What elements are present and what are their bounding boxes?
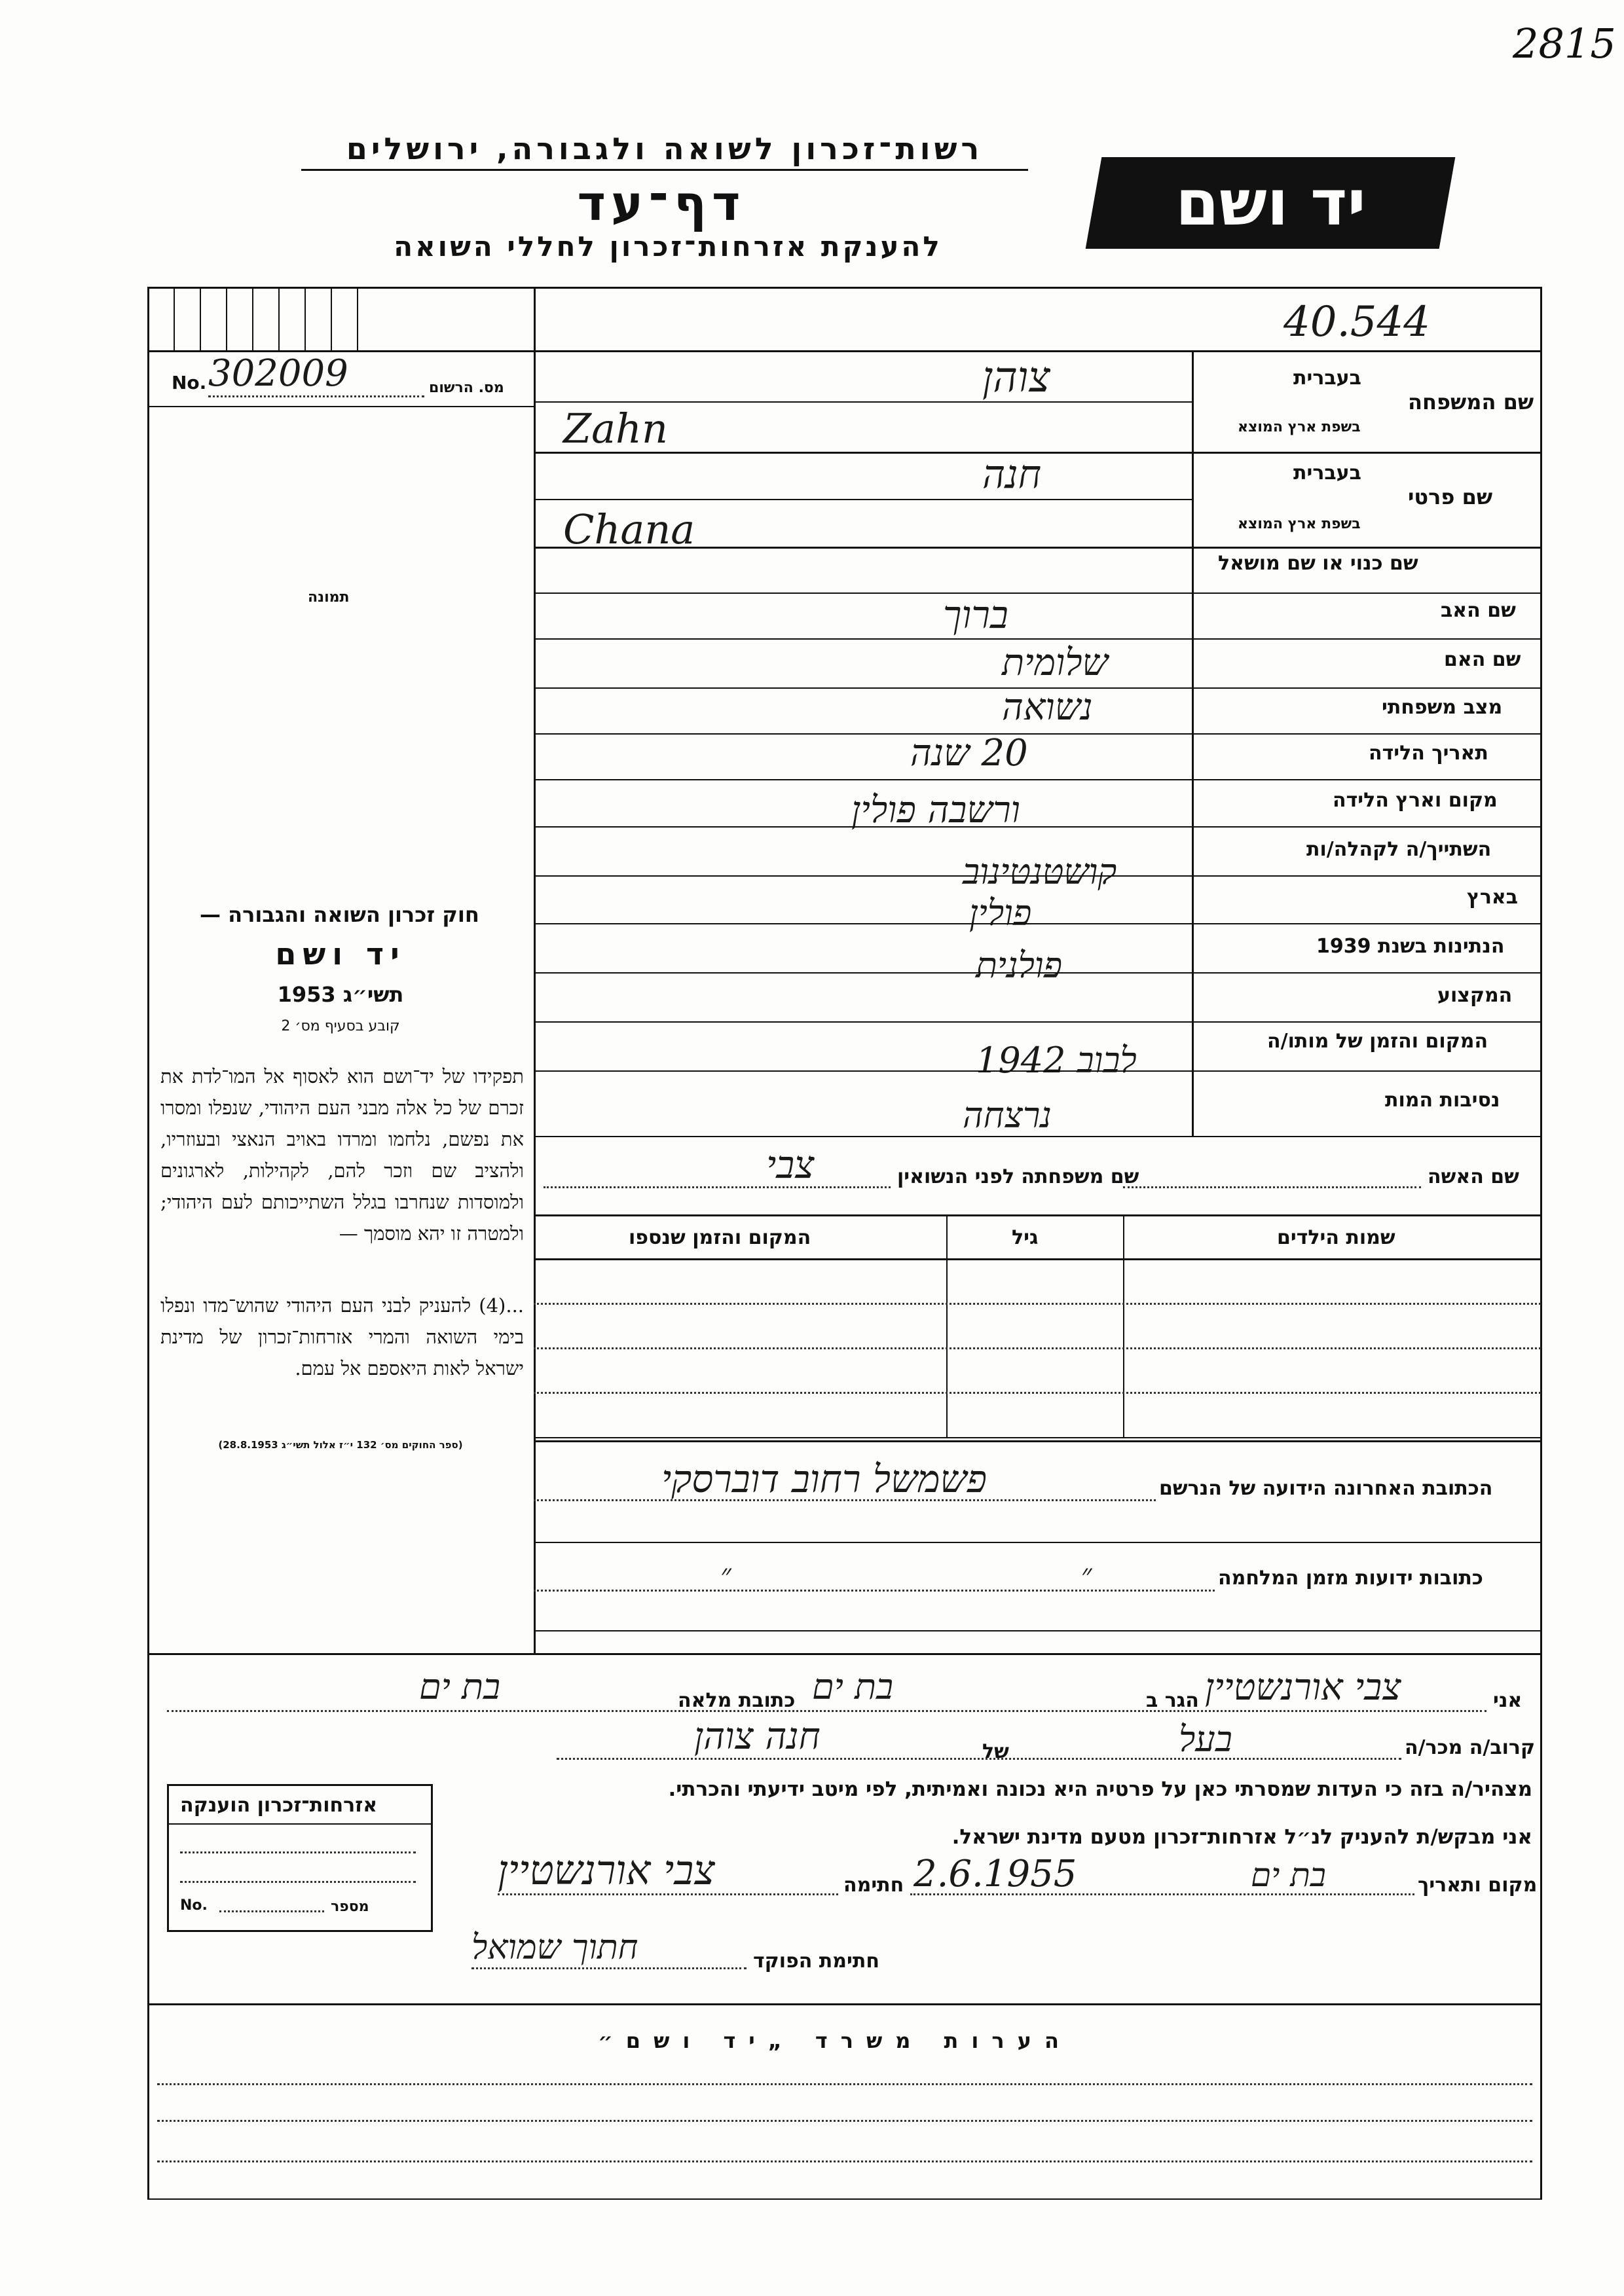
- spouse-value: צבי: [766, 1142, 815, 1187]
- declarant-name: צבי אורנשטיין: [1205, 1666, 1401, 1709]
- declarant-residence: בת ים: [812, 1666, 893, 1707]
- signature-label: חתימה: [843, 1874, 904, 1897]
- declaration-text: מצהיר/ה בזה כי העדות שמסרתי כאן על פרטיה היא נכונה ואמיתית, לפי מיטב ידיעתי והכרתי.: [668, 1777, 1532, 1801]
- occupation-label: המקצוע: [1437, 984, 1513, 1007]
- citizenship-granted-title: אזרחות־זכרון הוענקה: [180, 1794, 378, 1817]
- yad-vashem-logo: [1086, 157, 1456, 249]
- family-name-label: שם המשפחה: [1408, 390, 1534, 414]
- birth-date-label: תאריך הלידה: [1369, 742, 1488, 765]
- registration-prefix: No.: [172, 372, 207, 393]
- stamp-box-divider: [534, 288, 536, 350]
- birth-date-value: 20 שנה: [910, 732, 1028, 774]
- declarant-lives-label: הגר ב: [1146, 1689, 1199, 1712]
- death-cause-value: נרצחה: [963, 1095, 1052, 1136]
- law-citation: (ספר החוקים מס׳ 132 י״ז אלול תשי״ג 28.8.1953): [218, 1439, 463, 1451]
- table-row: [534, 1347, 1541, 1349]
- request-text: אני מבקש/ת להעניק לנ״ל אזרחות־זכרון מטעם מדינת ישראל.: [951, 1825, 1532, 1849]
- family-name-hebrew-value: צוהן: [982, 354, 1050, 402]
- first-name-origin-value: Chana: [563, 505, 695, 553]
- country-value: פולין: [969, 892, 1032, 934]
- mother-label: שם האם: [1444, 648, 1521, 671]
- declarant-relative-label: קרוב/ה מכר/ה: [1405, 1736, 1536, 1759]
- declarant-sign-date: 2.6.1955: [913, 1853, 1077, 1895]
- death-cause-label: נסיבות המות: [1385, 1089, 1500, 1112]
- family-name-origin-value: Zahn: [563, 405, 668, 452]
- notes-line: [157, 2083, 1532, 2085]
- official-signature-label: חתימת הפוקד: [753, 1950, 879, 1973]
- birth-place-label: מקום וארץ הלידה: [1333, 789, 1498, 812]
- father-label: שם האב: [1441, 599, 1516, 622]
- family-name-hebrew-label: בעברית: [1293, 367, 1361, 390]
- frame-right: [1540, 287, 1542, 2198]
- labels-column-divider: [1192, 350, 1194, 1136]
- marital-status-label: מצב משפחתי: [1382, 696, 1503, 719]
- law-paragraph-1: תפקידו של יד־ושם הוא לאסוף אל המו־לדת את זכרם של כל אלה מבני העם היהודי, שנפלו ומסרו את נפשם, נלחמו ומרדו באויב הנאצי ובעוזריו, ולהציב שם וזכר להם, לקהילות, לארגונים ולמוסדות שנחרבו בגלל השתייכותם לעם היהודי; ולמטרה זו יהא מוסמך —: [160, 1065, 524, 1245]
- office-notes-title: הערות משרד „יד ושם״: [598, 2028, 1072, 2053]
- citizenship-value: פולנית: [976, 945, 1063, 986]
- registration-number: 302009: [208, 352, 348, 395]
- table-row: [534, 1303, 1541, 1305]
- family-name-origin-label: בשפת ארץ המוצא: [1238, 419, 1361, 435]
- spouse-maiden-label: שם משפחתה לפני הנשואין: [897, 1165, 1139, 1188]
- citizenship-label: הנתינות בשנת 1939: [1316, 935, 1505, 958]
- death-place-time-value: לבוב 1942: [976, 1040, 1137, 1081]
- sheet-number: 40.544: [1283, 298, 1430, 346]
- archive-number: 2815: [1513, 20, 1616, 67]
- declarant-signature: צבי אורנשטיין: [498, 1846, 715, 1894]
- declarant-i-label: אני: [1493, 1689, 1522, 1712]
- authority-underline: [301, 169, 1028, 171]
- birth-place-value: ורשבה פולין: [851, 789, 1020, 831]
- table-row: [534, 1392, 1541, 1394]
- law-clause: קובע בסעיף מס׳ 2: [281, 1018, 400, 1034]
- father-value: ברוך: [943, 592, 1008, 637]
- citizenship-number-label: מספר: [331, 1899, 369, 1915]
- marital-status-value: נשואה: [1002, 686, 1093, 729]
- declarant-relation: בעל: [1179, 1719, 1232, 1760]
- last-address-value: פשמשל רחוב דוברסקי: [661, 1457, 987, 1501]
- spouse-label: שם האשה: [1428, 1165, 1519, 1188]
- law-name: יד ושם: [275, 936, 406, 972]
- authority-line: רשות־זכרון לשואה ולגבורה, ירושלים: [346, 131, 984, 166]
- community-value: קושטנטינוב: [963, 851, 1117, 892]
- citizenship-number-prefix: No.: [180, 1897, 208, 1914]
- frame-left: [147, 287, 149, 2198]
- logo-text: יד ושם: [1175, 166, 1366, 240]
- first-name-hebrew-label: בעברית: [1293, 462, 1361, 484]
- last-address-label: הכתובת האחרונה הידועה של הנרשם: [1159, 1477, 1493, 1500]
- law-heading: חוק זכרון השואה והגבורה —: [200, 902, 479, 927]
- registration-label: מס. הרשום: [429, 380, 504, 396]
- children-place-header: המקום והזמן שנספו: [629, 1226, 811, 1249]
- war-address-label: כתובות ידועות מזמן המלחמה: [1218, 1567, 1483, 1590]
- official-signature: חתוך שמואל: [471, 1928, 638, 1967]
- declarant-full-address-label: כתובת מלאה: [678, 1689, 796, 1712]
- declarant-of-label: של: [982, 1740, 1009, 1763]
- page-subtitle: להענקת אזרחות־זכרון לחללי השואה: [394, 230, 942, 263]
- first-name-hebrew-value: חנה: [982, 452, 1042, 498]
- war-address-value: ״ ״: [720, 1558, 1263, 1592]
- country-label: בארץ: [1467, 886, 1519, 909]
- law-paragraph-2: ...(4) להעניק לבני העם היהודי שהוש־מדו ונפלו בימי השואה והמרי אזרחות־זכרון של מדינת ישראל לאות היאספם אל עמם.: [160, 1294, 524, 1379]
- notes-line: [157, 2120, 1532, 2122]
- community-label: השתייך/ה לקהלה/ות: [1306, 838, 1492, 861]
- mother-value: שלומית: [1002, 642, 1109, 684]
- photo-label: תמונה: [308, 589, 350, 606]
- nickname-label: שם כנוי או שם מושאל: [1218, 552, 1418, 575]
- declarant-full-address: בת ים: [419, 1666, 500, 1707]
- page-title: דף־עד: [577, 175, 746, 232]
- first-name-origin-label: בשפת ארץ המוצא: [1238, 516, 1361, 532]
- law-year: תשי״ג 1953: [277, 982, 404, 1007]
- declarant-sign-place: בת ים: [1251, 1856, 1326, 1894]
- notes-line: [157, 2160, 1532, 2162]
- death-place-time-label: המקום והזמן של מותו/ה: [1267, 1030, 1488, 1053]
- declarant-of-name: חנה צוהן: [694, 1715, 821, 1758]
- first-name-label: שם פרטי: [1408, 484, 1493, 509]
- place-date-label: מקום ותאריך: [1418, 1874, 1538, 1897]
- left-column-divider: [534, 350, 536, 1653]
- children-names-header: שמות הילדים: [1277, 1226, 1395, 1249]
- children-age-header: גיל: [1012, 1226, 1039, 1249]
